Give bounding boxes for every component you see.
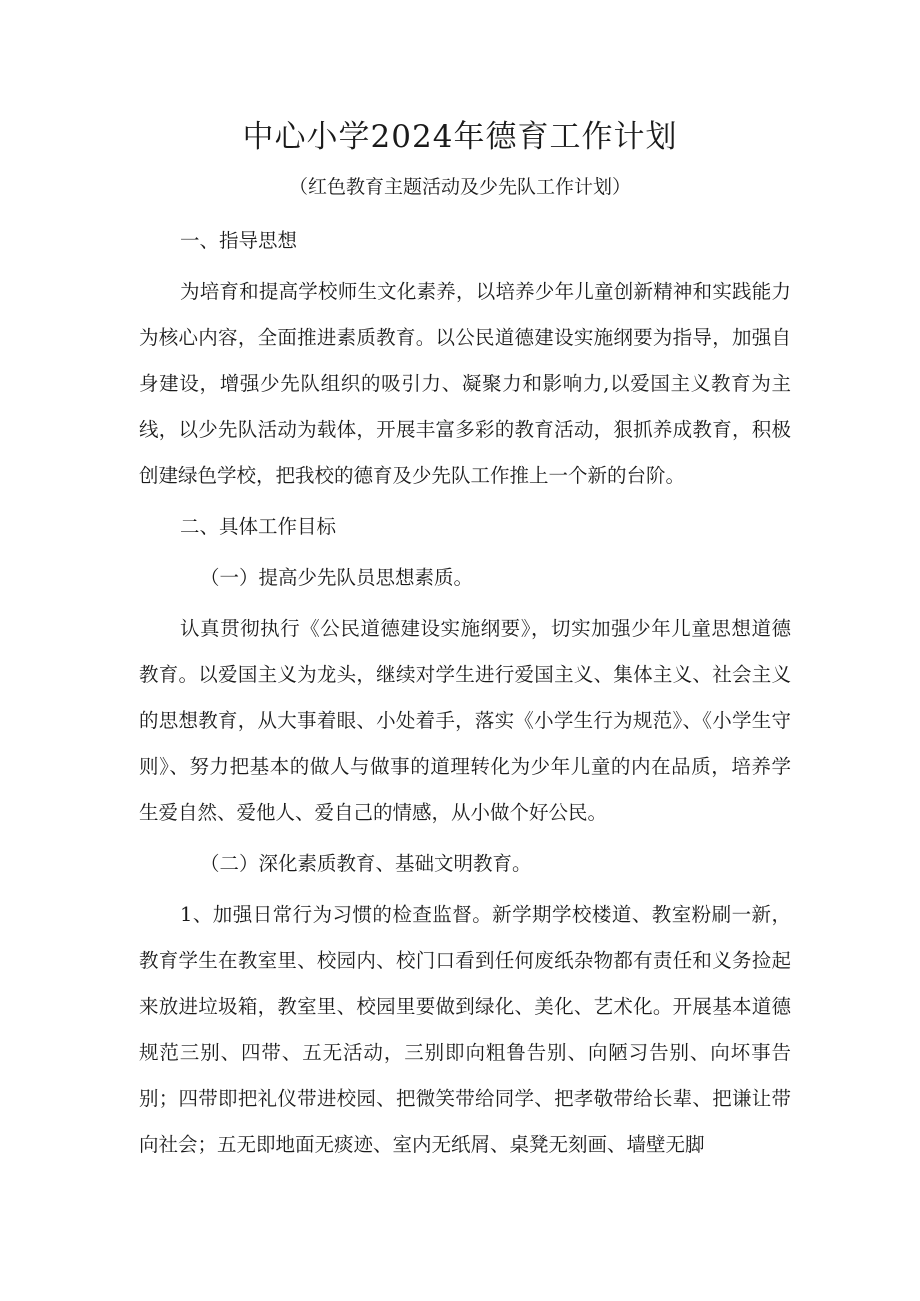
document-subtitle: （红色教育主题活动及少先队工作计划）: [288, 176, 631, 198]
subheading-quality-education: （二）深化素质教育、基础文明教育。: [200, 852, 532, 875]
paragraph-daily-behavior: 1、加强日常行为习惯的检查监督。新学期学校楼道、教室粉刷一新，教育学生在教室里、校园内、校门口看到任何废纸杂物都有责任和义务捡起来放进垃圾箱，教室里、校园里要做到绿化、美化、艺术化。开展基本道德规范三别、四带、五无活动，三别即向粗鲁告别、向陋习告别、向坏事告别；四带即把礼仪带进校园、把微笑带给同学、把孝敬带给长辈、把谦让带向社会；五无即地面无痰迹、室内无纸屑、桌凳无刻画、墙壁无脚: [139, 903, 791, 1156]
section-heading-guiding-thought: 一、指导思想: [180, 229, 298, 252]
paragraph-ideological-quality: 认真贯彻执行《公民道德建设实施纲要》，切实加强少年儿童思想道德教育。以爱国主义为龙头，继续对学生进行爱国主义、集体主义、社会主义的思想教育，从大事着眼、小处着手，落实《小学生行为规范》、《小学生守则》、努力把基本的做人与做事的道理转化为少年儿童的内在品质，培养学生爱自然、爱他人、爱自己的情感，从小做个好公民。: [139, 617, 791, 824]
subheading-ideological-quality: （一）提高少先队员思想素质。: [200, 566, 474, 589]
paragraph-guiding-thought: 为培育和提高学校师生文化素养，以培养少年儿童创新精神和实践能力为核心内容，全面推进素质教育。以公民道德建设实施纲要为指导，加强自身建设，增强少先队组织的吸引力、凝聚力和影响力,以爱国主义教育为主线，以少先队活动为载体，开展丰富多彩的教育活动，狠抓养成教育，积极创建绿色学校，把我校的德育及少先队工作推上一个新的台阶。: [139, 280, 791, 487]
section-heading-work-goals: 二、具体工作目标: [180, 515, 337, 538]
document-title: 中心小学2024年德育工作计划: [242, 119, 678, 155]
document-body: [139, 218, 791, 1173]
